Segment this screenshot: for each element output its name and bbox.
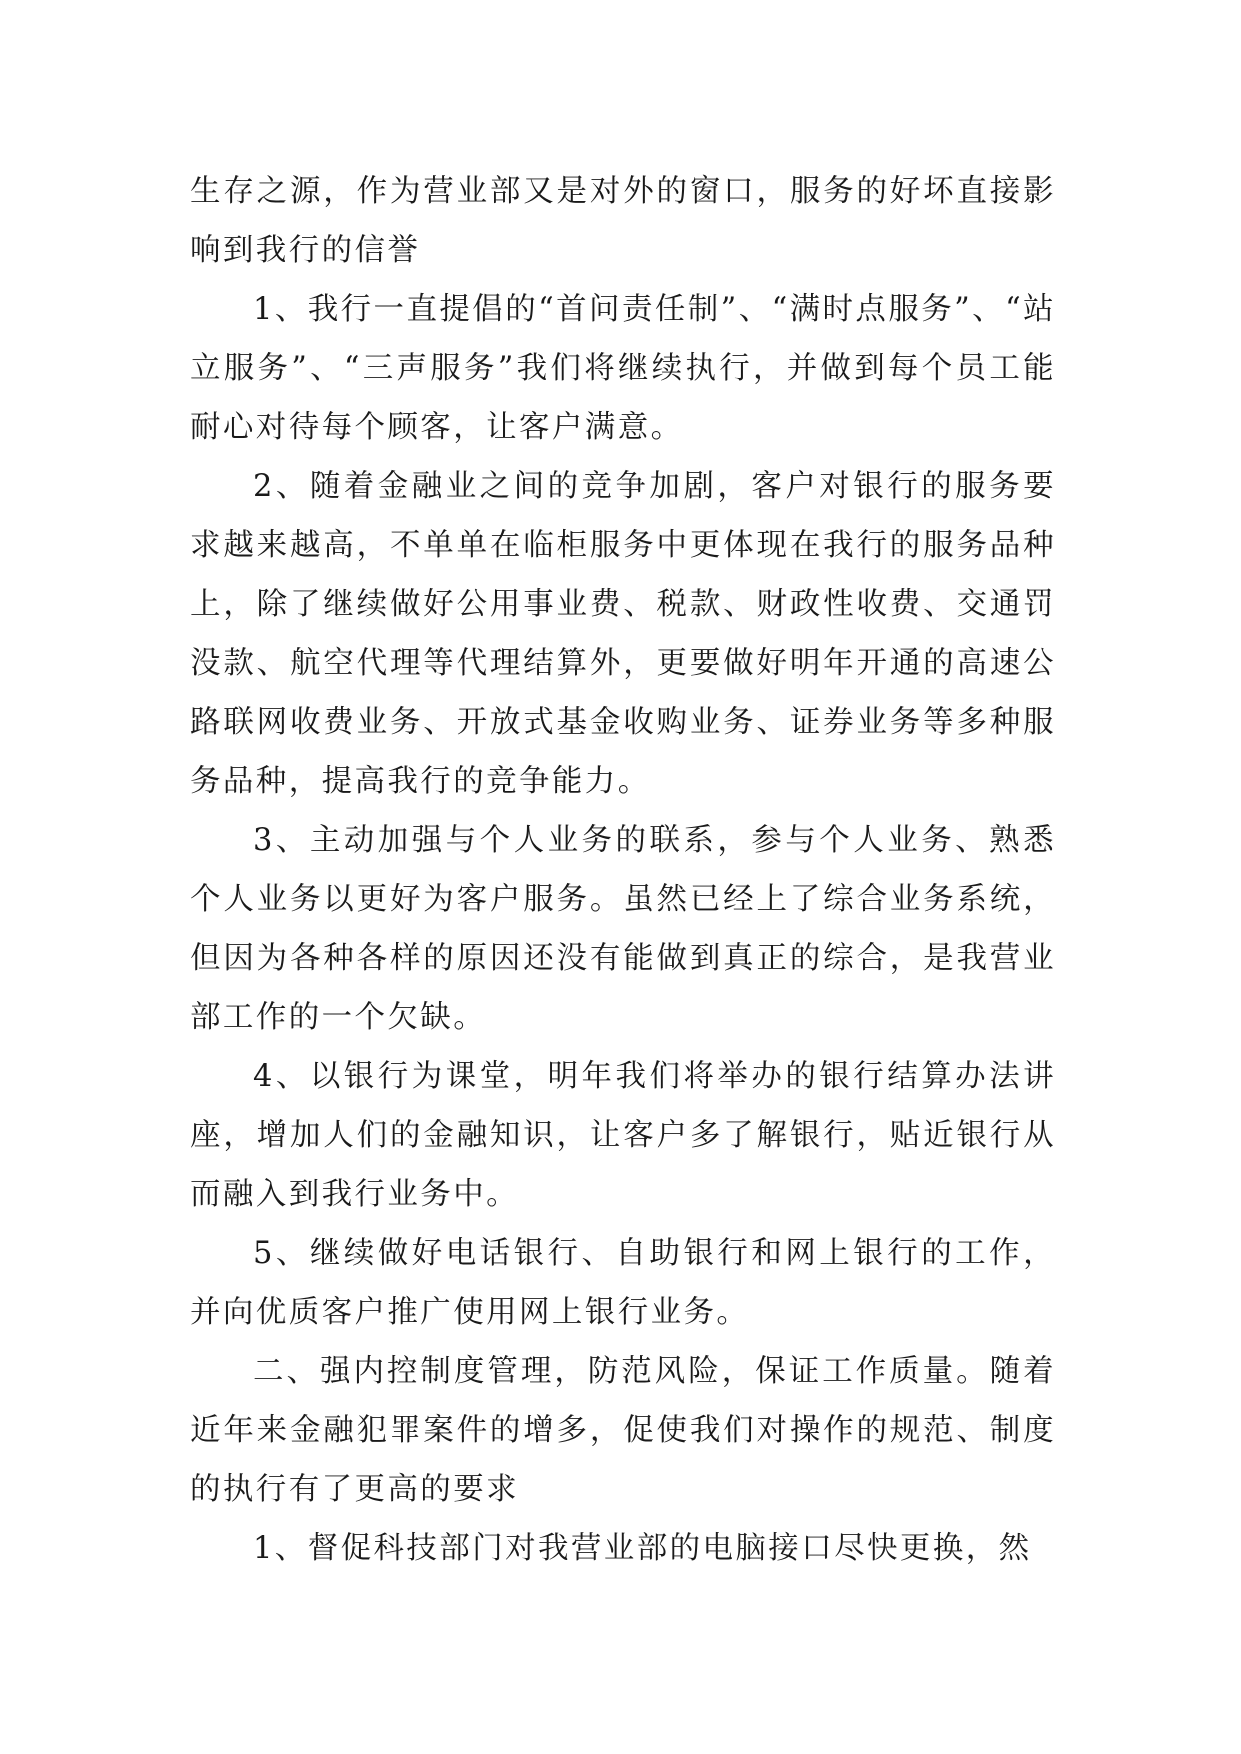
paragraph-4: 3、主动加强与个人业务的联系，参与个人业务、熟悉个人业务以更好为客户服务。虽然已经上了综合业务系统，但因为各种各样的原因还没有能做到真正的综合，是我营业部工作的一个欠缺。 [190, 823, 1056, 1035]
paragraph-2: 1、我行一直提倡的“首问责任制”、“满时点服务”、“站立服务”、“三声服务”我们将继续执行，并做到每个员工能耐心对待每个顾客，让客户满意。 [190, 292, 1056, 445]
paragraph-8: 1、督促科技部门对我营业部的电脑接口尽快更换，然 [253, 1531, 1032, 1566]
paragraph-1: 生存之源，作为营业部又是对外的窗口，服务的好坏直接影响到我行的信誉 [190, 174, 1056, 268]
paragraph-5: 4、以银行为课堂，明年我们将举办的银行结算办法讲座，增加人们的金融知识，让客户多了解银行，贴近银行从而融入到我行业务中。 [190, 1059, 1056, 1212]
paragraph-3: 2、随着金融业之间的竞争加剧，客户对银行的服务要求越来越高，不单单在临柜服务中更体现在我行的服务品种上，除了继续做好公用事业费、税款、财政性收费、交通罚没款、航空代理等代理结算外，更要做好明年开通的高速公路联网收费业务、开放式基金收购业务、证券业务等多种服务品种，提高我行的竞争能力。 [190, 469, 1056, 799]
document-body [190, 162, 1056, 1578]
paragraph-6: 5、继续做好电话银行、自助银行和网上银行的工作，并向优质客户推广使用网上银行业务。 [190, 1236, 1056, 1330]
paragraph-7: 二、强内控制度管理，防范风险，保证工作质量。随着近年来金融犯罪案件的增多，促使我们对操作的规范、制度的执行有了更高的要求 [190, 1354, 1056, 1507]
